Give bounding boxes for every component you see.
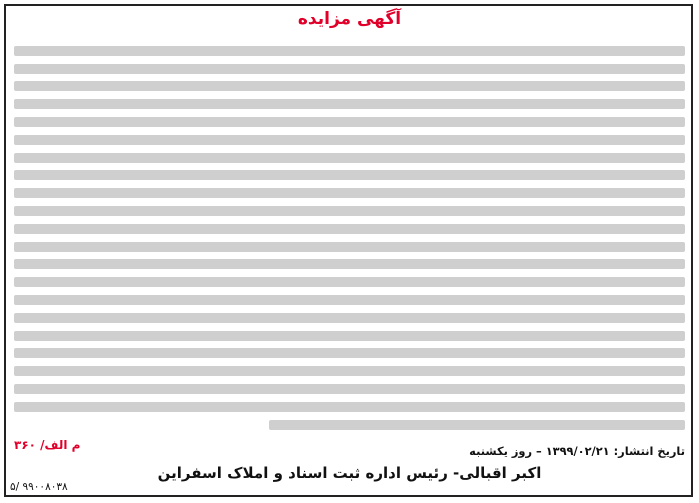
reference-code: م الف/ ۳۶۰	[14, 438, 81, 452]
publication-label: تاریخ انتشار:	[613, 444, 685, 458]
body-placeholder	[14, 46, 685, 430]
notice-body	[14, 38, 685, 434]
publication-line: تاریخ انتشار: ۱۳۹۹/۰۲/۲۱ – روز یکشنبه	[469, 444, 685, 458]
document-id: ۵/ ۹۹۰۰۸۰۳۸	[10, 481, 68, 493]
publication-date: ۱۳۹۹/۰۲/۲۱	[545, 444, 610, 458]
notice-title: آگهی مزایده	[297, 9, 402, 29]
signer-line: اکبر اقبالی- رئیس اداره ثبت اسناد و املاک اسفراین	[157, 464, 542, 482]
publication-weekday: روز یکشنبه	[469, 444, 533, 458]
